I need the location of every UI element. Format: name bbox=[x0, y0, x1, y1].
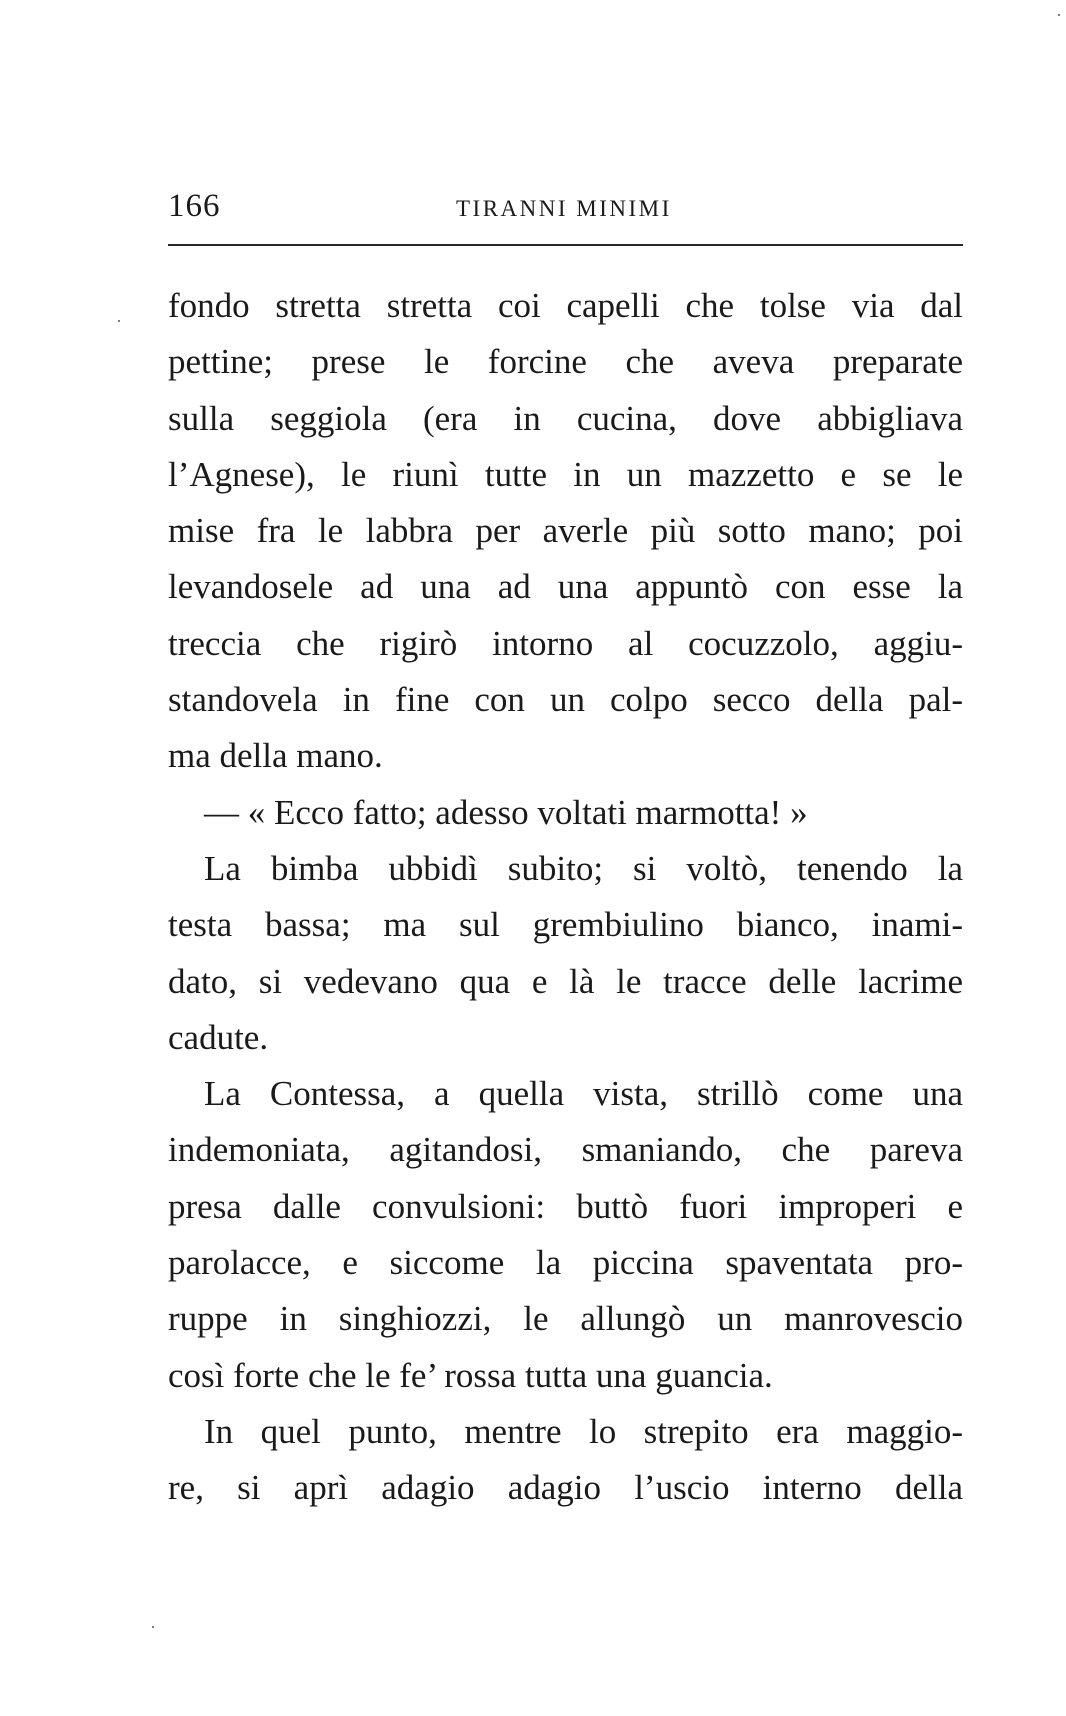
paragraph bbox=[168, 785, 963, 841]
text-line: indemoniata, agitandosi, smaniando, che pareva bbox=[168, 1130, 963, 1170]
text-line: pettine; prese le forcine che aveva preparate bbox=[168, 342, 963, 382]
scan-speck bbox=[1058, 14, 1060, 16]
body-text bbox=[168, 278, 963, 1517]
paragraph bbox=[168, 1066, 963, 1404]
text-line: parolacce, e siccome la piccina spaventata pro- bbox=[168, 1243, 963, 1283]
text-line: ma della mano. bbox=[168, 736, 383, 776]
text-line: presa dalle convulsioni: buttò fuori improperi e bbox=[168, 1186, 963, 1226]
header-rule bbox=[168, 244, 963, 246]
text-line: — « Ecco fatto; adesso voltati marmotta! » bbox=[204, 792, 808, 832]
paragraph bbox=[168, 841, 963, 1066]
text-line: così forte che le fe’ rossa tutta una guancia. bbox=[168, 1355, 773, 1395]
text-line: standovela in fine con un colpo secco della pal- bbox=[168, 680, 963, 720]
running-head bbox=[168, 188, 963, 238]
text-line: ruppe in singhiozzi, le allungò un manrovescio bbox=[168, 1299, 963, 1339]
scan-speck bbox=[152, 1626, 154, 1628]
text-line: In quel punto, mentre lo strepito era maggio- bbox=[204, 1411, 963, 1451]
text-line: testa bassa; ma sul grembiulino bianco, inami- bbox=[168, 905, 963, 945]
text-line: dato, si vedevano qua e là le tracce delle lacrime bbox=[168, 961, 963, 1001]
text-line: treccia che rigirò intorno al cocuzzolo, aggiu- bbox=[168, 623, 963, 663]
text-line: mise fra le labbra per averle più sotto mano; poi bbox=[168, 511, 963, 551]
running-title: TIRANNI MINIMI bbox=[456, 196, 672, 221]
text-line: cadute. bbox=[168, 1017, 269, 1057]
text-line: fondo stretta stretta coi capelli che tolse via dal bbox=[168, 286, 963, 325]
paragraph bbox=[168, 1404, 963, 1517]
scan-speck bbox=[118, 320, 120, 322]
page-number: 166 bbox=[168, 188, 221, 224]
text-line: levandosele ad una ad una appuntò con esse la bbox=[168, 567, 963, 607]
text-line: La bimba ubbidì subito; si voltò, tenendo la bbox=[204, 848, 963, 888]
text-line: l’Agnese), le riunì tutte in un mazzetto e se le bbox=[168, 454, 963, 494]
paragraph bbox=[168, 278, 963, 785]
text-line: sulla seggiola (era in cucina, dove abbigliava bbox=[168, 398, 963, 438]
text-line: La Contessa, a quella vista, strillò come una bbox=[204, 1074, 963, 1114]
text-line: re, si aprì adagio adagio l’uscio interno della bbox=[168, 1468, 963, 1508]
